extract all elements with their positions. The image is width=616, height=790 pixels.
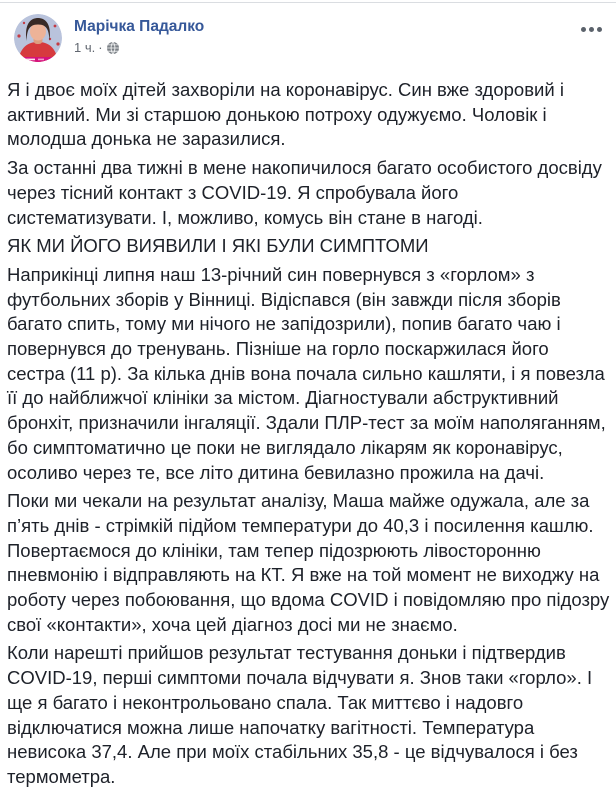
section-heading: ЯК МИ ЙОГО ВИЯВИЛИ І ЯКІ БУЛИ СИМПТОМИ (7, 235, 429, 257)
post-paragraph: Наприкінці липня наш 13-річний син повернувся з «горлом» з футбольних зборів у Вінниці. Відіспався (він завжди після зборів багато спить, тому ми нічого не запідозрили), попив багато чаю і повернувся до тренувань. Пізніше на горло поскаржилася його сестра (11 р). За кілька днів вона почала сильно кашляти, і я повезла її до найближчої клініки за містом. Діагностували абструктивний бронхіт, призначили інгаляції. Здали ПЛР-тест за моїм наполяганням, бо симптоматично це поки не виглядало лікарям як коронавірус, осоливо через те, все літо дитина бевилазно прожила на дачі. (7, 263, 606, 483)
ellipsis-icon (597, 27, 602, 32)
post-paragraph: Коли нарешті прийшов результат тестування доньки і підтвердив COVID-19, перші симптоми почала відчувати я. Знов таки «горло». І ще я багато і неконтрольовано спала. Так миттєво і надовго відключатися можна лише напочатку вагітності. Температура невисока 37,4. Але при моїх стабільних 35,8 - це відчувалося і без термометра. (7, 642, 593, 787)
post-body (0, 78, 616, 790)
author-avatar[interactable] (14, 14, 62, 62)
ellipsis-icon (581, 27, 586, 32)
post-header (0, 3, 616, 78)
globe-icon (107, 42, 119, 54)
facebook-post (0, 3, 616, 790)
avatar-image (14, 14, 62, 62)
post-timestamp[interactable]: 1 ч. (74, 40, 96, 55)
post-menu-button[interactable] (579, 23, 604, 36)
post-paragraph: За останні два тижні в мене накопичилося багато особистого досвіду через тісний контакт з COVID-19. Я спробувала його систематизувати. І, можливо, комусь він стане в нагоді. (7, 157, 602, 228)
post-paragraph: Поки ми чекали на результат аналізу, Маша майже одужала, але за п’ять днів - стрімкій підйом температури до 40,3 і посилення кашлю. Повертаємося до клініки, там тепер підозрюють лівосторонню пневмонію і відправляють на КТ. Я вже на той момент не виходжу на роботу через побоювання, що вдома COVID і повідомляю про підозру свої «контакти», хоча цей діагноз досі ми не знаємо. (7, 490, 610, 635)
meta-separator: · (98, 40, 103, 55)
header-text (74, 14, 204, 56)
ellipsis-icon (589, 27, 594, 32)
post-meta (74, 39, 204, 56)
post-paragraph: Я і двоє моїх дітей захворіли на коронавірус. Син вже здоровий і активний. Ми зі старшою донькою потроху одужуємо. Чоловік і молодша донька не заразилися. (7, 79, 564, 150)
author-name-link[interactable]: Марічка Падалко (74, 18, 205, 35)
